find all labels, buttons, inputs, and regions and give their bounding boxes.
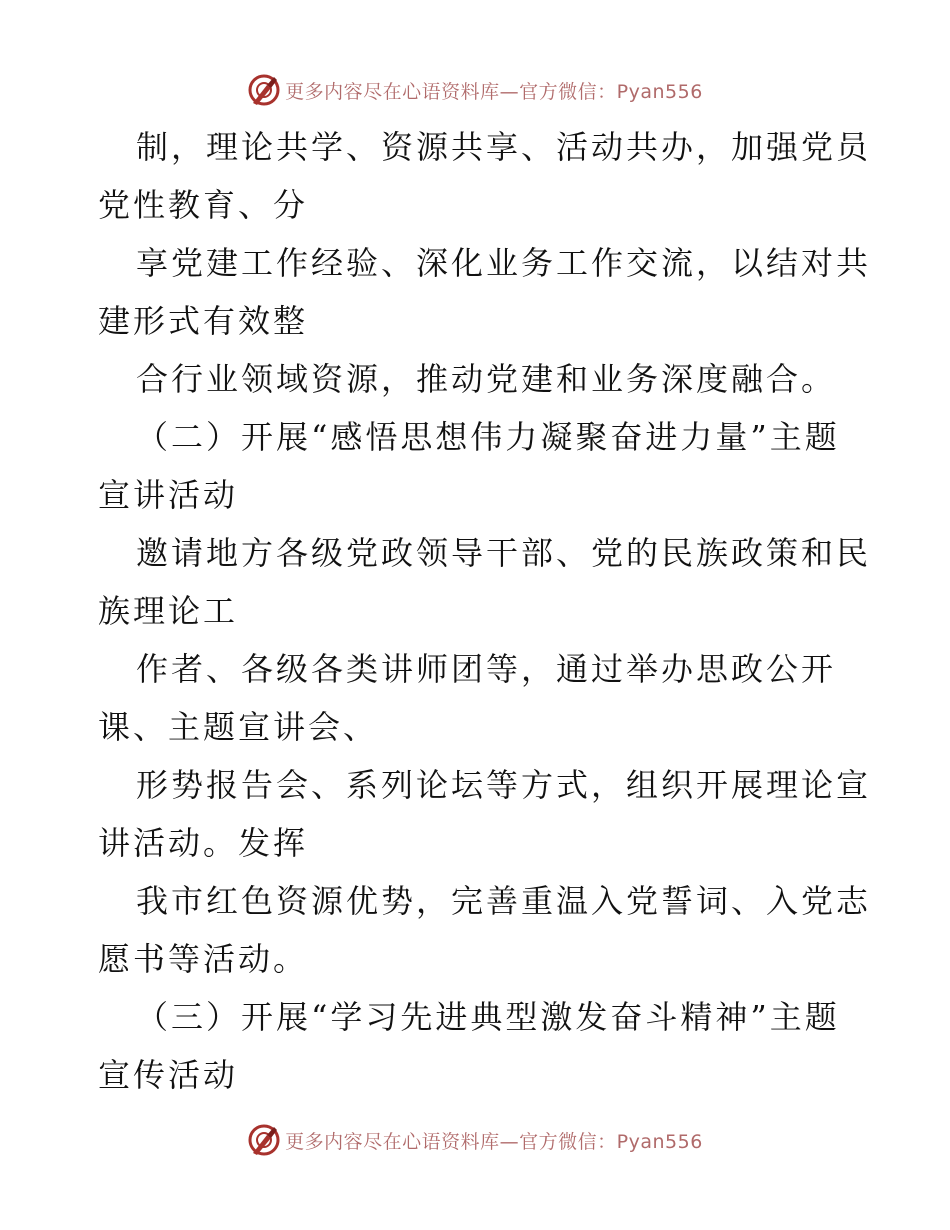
text-line: 享党建工作经验、深化业务工作交流，以结对共: [136, 244, 872, 282]
text-line: 合行业领域资源，推动党建和业务深度融合。: [136, 360, 837, 398]
text-line: 作者、各级各类讲师团等，通过举办思政公开: [136, 650, 837, 688]
footer-banner: [0, 1120, 950, 1160]
text-line: 建形式有效整: [98, 302, 309, 340]
text-line: 宣讲活动: [98, 476, 239, 514]
text-line: 邀请地方各级党政领导干部、党的民族政策和民: [136, 534, 872, 572]
text-line: 讲活动。发挥: [98, 824, 309, 862]
text-line: 我市红色资源优势，完善重温入党誓词、入党志: [136, 882, 872, 920]
pen-logo-icon: [247, 1123, 281, 1157]
text-line: 课、主题宣讲会、: [98, 708, 379, 746]
document-body: [98, 118, 872, 1104]
text-line: 制，理论共学、资源共享、活动共办，加强党员: [136, 128, 872, 166]
text-line: 党性教育、分: [98, 186, 309, 224]
footer-banner-text: 更多内容尽在心语资料库—官方微信：Pyan556: [285, 1130, 703, 1153]
pen-logo-icon: [247, 73, 281, 107]
text-line: 愿书等活动。: [98, 940, 309, 978]
text-line: （二）开展“感悟思想伟力凝聚奋进力量”主题: [136, 418, 840, 456]
text-line: 宣传活动: [98, 1056, 239, 1094]
text-line: （三）开展“学习先进典型激发奋斗精神”主题: [136, 998, 840, 1036]
text-line: 形势报告会、系列论坛等方式，组织开展理论宣: [136, 766, 872, 804]
text-line: 族理论工: [98, 592, 239, 630]
header-banner-text: 更多内容尽在心语资料库—官方微信：Pyan556: [285, 80, 703, 103]
header-banner: [0, 70, 950, 110]
